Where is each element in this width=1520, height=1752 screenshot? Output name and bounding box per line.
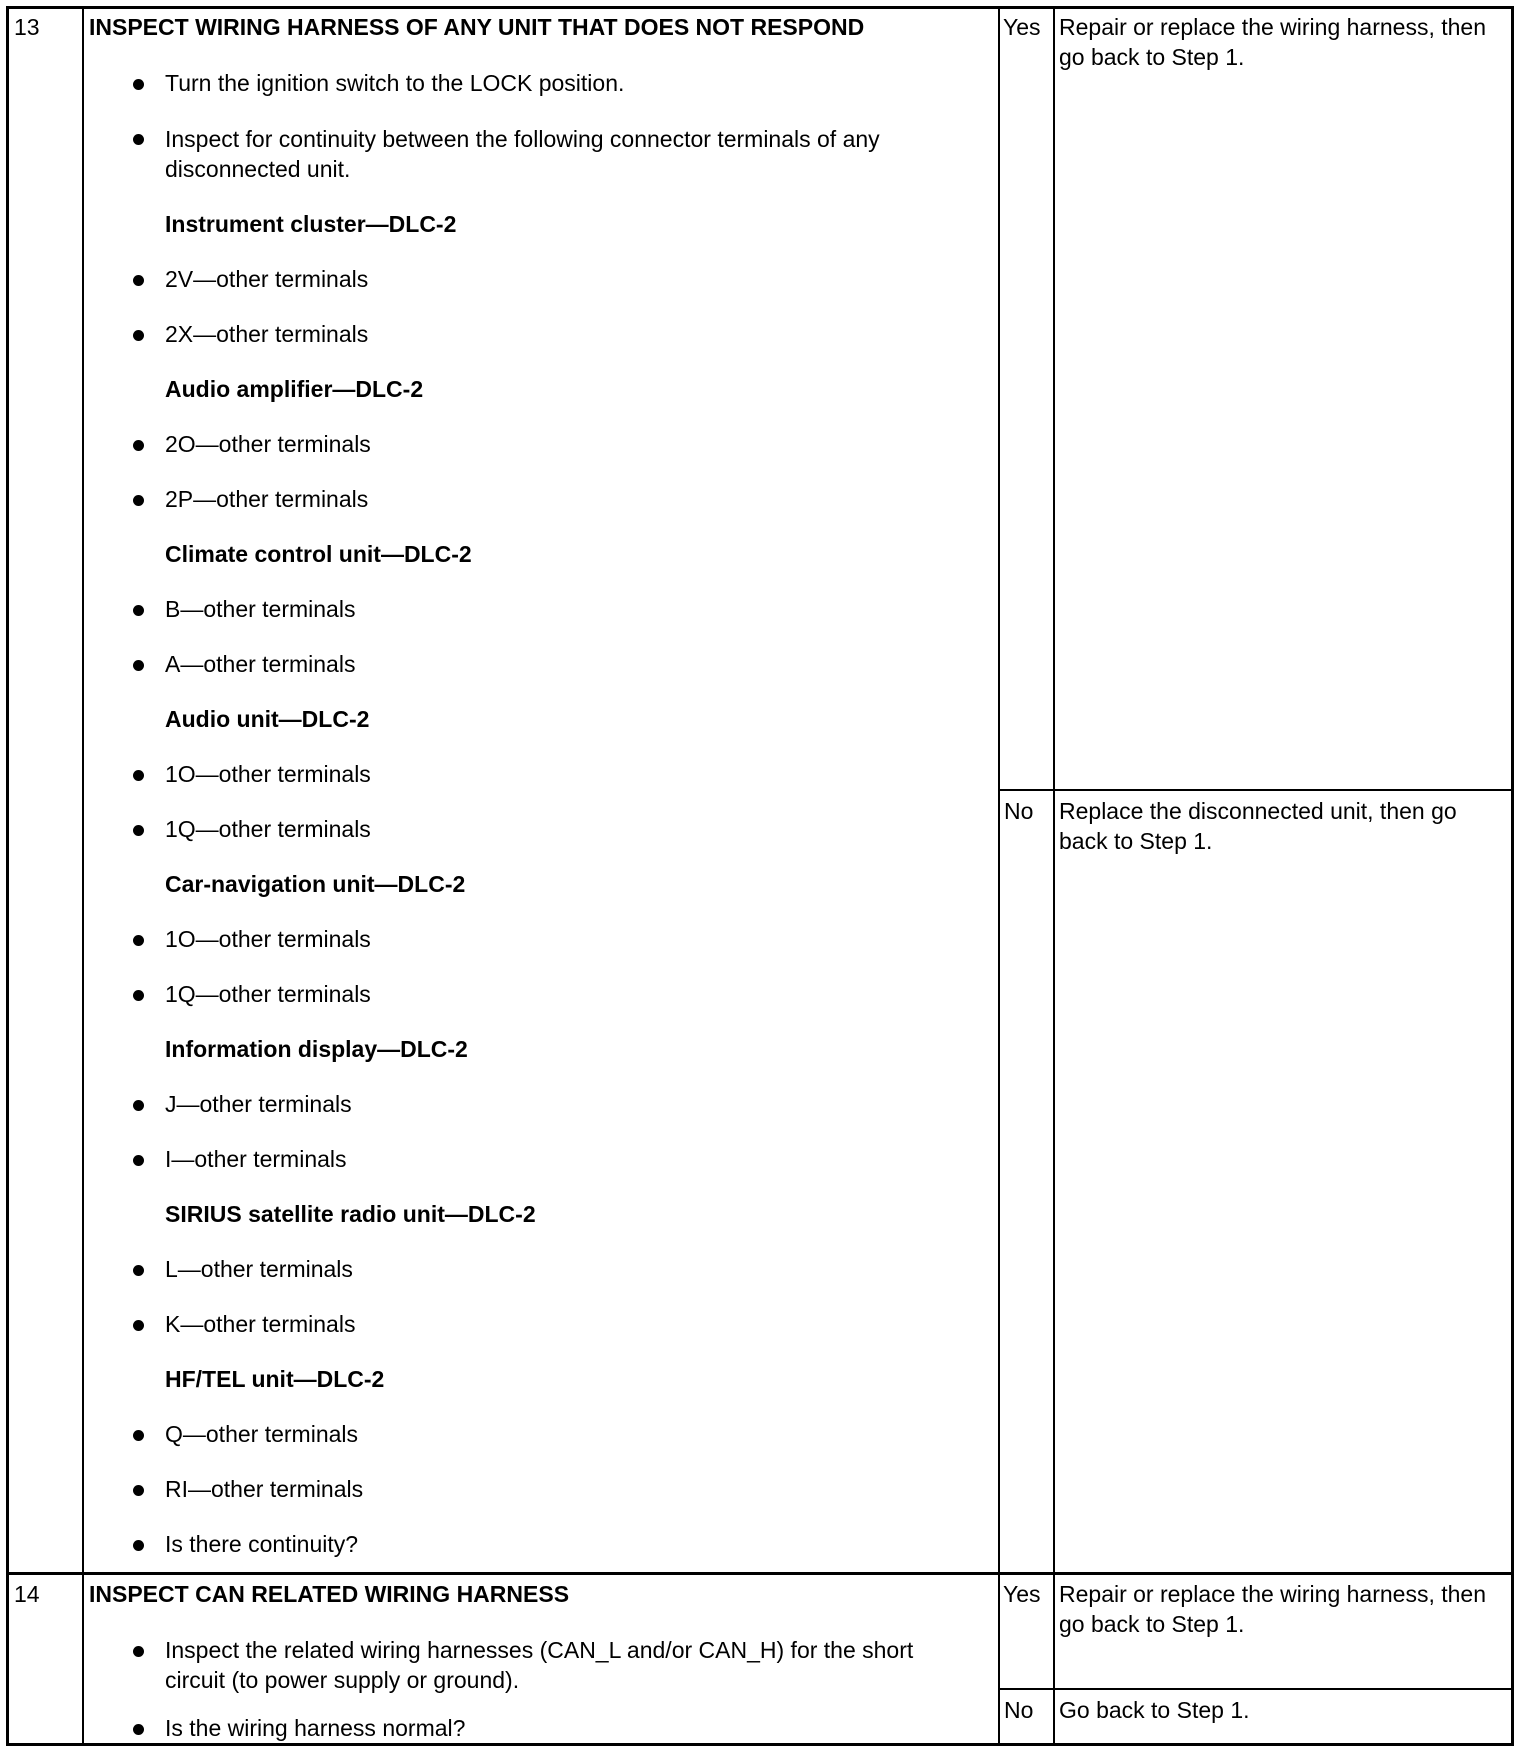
bullet-icon: [133, 770, 144, 781]
column-divider-step: [82, 8, 84, 1744]
result-answer-yes: Yes: [1003, 1581, 1041, 1607]
bullet-icon: [133, 1540, 144, 1551]
row-divider-step13-14: [8, 1572, 1512, 1575]
bullet-icon: [133, 825, 144, 836]
list-item: 1O—other terminals: [165, 761, 371, 787]
list-item: J—other terminals: [165, 1091, 352, 1117]
unit-heading: Audio amplifier—DLC-2: [165, 376, 424, 402]
list-item: I—other terminals: [165, 1146, 347, 1172]
bullet-icon: [133, 605, 144, 616]
unit-heading: HF/TEL unit—DLC-2: [165, 1366, 385, 1392]
bullet-icon: [133, 440, 144, 451]
list-item: RI—other terminals: [165, 1476, 364, 1502]
bullet-icon: [133, 990, 144, 1001]
step-title: INSPECT CAN RELATED WIRING HARNESS: [89, 1581, 570, 1607]
bullet-icon: [133, 1485, 144, 1496]
row-divider-step13-yes-no: [998, 789, 1512, 791]
list-item: 2P—other terminals: [165, 486, 369, 512]
bullet-icon: [133, 495, 144, 506]
column-divider-action: [998, 8, 1000, 1744]
result-action: Replace the disconnected unit, then go back to Step 1.: [1059, 798, 1457, 854]
bullet-icon: [133, 1320, 144, 1331]
step-number: 13: [14, 14, 40, 40]
row-divider-step14-yes-no: [998, 1688, 1512, 1690]
result-action: Go back to Step 1.: [1059, 1697, 1250, 1723]
bullet-icon: [133, 1430, 144, 1441]
result-action: Repair or replace the wiring harness, then go back to Step 1.: [1059, 1581, 1487, 1637]
result-answer-no: No: [1004, 1697, 1034, 1723]
list-item: K—other terminals: [165, 1311, 356, 1337]
unit-heading: Audio unit—DLC-2: [165, 706, 370, 732]
unit-heading: Instrument cluster—DLC-2: [165, 211, 457, 237]
bullet-icon: [133, 275, 144, 286]
bullet-icon: [133, 1265, 144, 1276]
bullet-icon: [133, 134, 144, 145]
unit-heading: Car-navigation unit—DLC-2: [165, 871, 466, 897]
result-answer-no: No: [1004, 798, 1034, 824]
list-item: Turn the ignition switch to the LOCK position.: [165, 70, 625, 96]
list-item: 1O—other terminals: [165, 926, 371, 952]
result-action: Repair or replace the wiring harness, then go back to Step 1.: [1059, 14, 1487, 70]
step-title: INSPECT WIRING HARNESS OF ANY UNIT THAT DOES NOT RESPOND: [89, 14, 865, 40]
list-item: L—other terminals: [165, 1256, 353, 1282]
step-number: 14: [14, 1581, 40, 1607]
list-item: 2X—other terminals: [165, 321, 369, 347]
list-item: Inspect for continuity between the following connector terminals of any disconnected unit.: [165, 126, 880, 182]
list-item: 1Q—other terminals: [165, 816, 371, 842]
bullet-icon: [133, 935, 144, 946]
list-item: 2O—other terminals: [165, 431, 371, 457]
bullet-icon: [133, 1100, 144, 1111]
unit-heading: Climate control unit—DLC-2: [165, 541, 472, 567]
list-item: Inspect the related wiring harnesses (CAN_L and/or CAN_H) for the short circuit (to power supply or ground).: [165, 1637, 914, 1693]
list-item: A—other terminals: [165, 651, 356, 677]
column-divider-result: [1053, 8, 1055, 1744]
result-answer-yes: Yes: [1003, 14, 1041, 40]
list-item: Is there continuity?: [165, 1531, 359, 1557]
list-item: B—other terminals: [165, 596, 356, 622]
bullet-icon: [133, 1155, 144, 1166]
list-item: 1Q—other terminals: [165, 981, 371, 1007]
unit-heading: Information display—DLC-2: [165, 1036, 468, 1062]
list-item: Is the wiring harness normal?: [165, 1715, 466, 1741]
list-item: Q—other terminals: [165, 1421, 359, 1447]
bullet-icon: [133, 1724, 144, 1735]
bullet-icon: [133, 1646, 144, 1657]
unit-heading: SIRIUS satellite radio unit—DLC-2: [165, 1201, 536, 1227]
bullet-icon: [133, 660, 144, 671]
bullet-icon: [133, 330, 144, 341]
list-item: 2V—other terminals: [165, 266, 369, 292]
bullet-icon: [133, 79, 144, 90]
